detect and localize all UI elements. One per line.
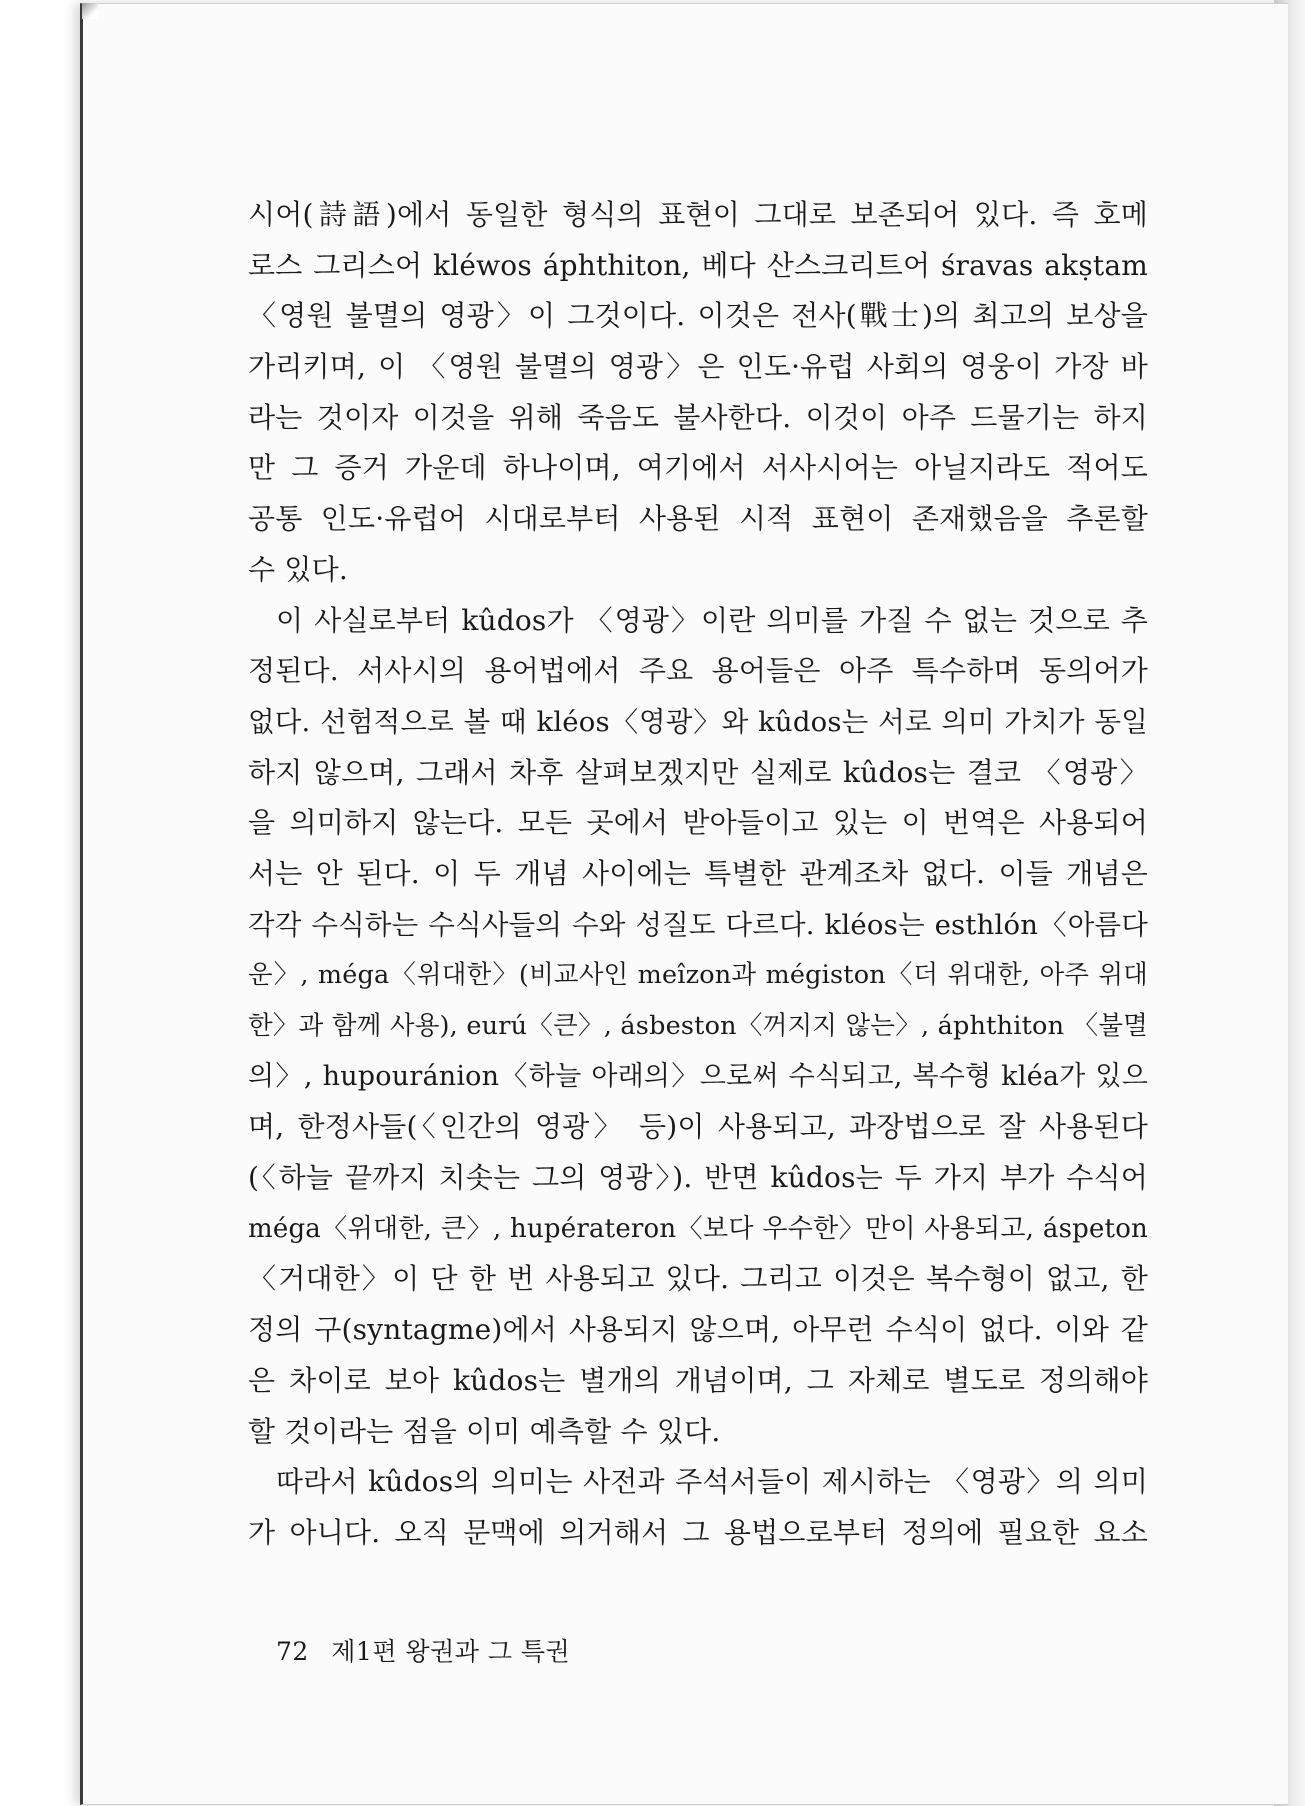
text-line: 정된다. 서사시의 용어법에서 주요 용어들은 아주 특수하며 동의어가 bbox=[248, 654, 1148, 688]
text-line: 을 의미하지 않는다. 모든 곳에서 받아들이고 있는 이 번역은 사용되어 bbox=[248, 806, 1148, 840]
text-line: 가리키며, 이 〈영원 불멸의 영광〉은 인도·유럽 사회의 영웅이 가장 바 bbox=[248, 350, 1148, 384]
text-line: 각각 수식하는 수식사들의 수와 성질도 다르다. kléos는 esthlón〈아름다 bbox=[248, 908, 1148, 941]
text-line: 이 사실로부터 kûdos가 〈영광〉이란 의미를 가질 수 없는 것으로 추 bbox=[276, 603, 1148, 637]
text-line: 운〉, méga〈위대한〉(비교사인 meîzon과 mégiston〈더 위대한, 아주 위대 bbox=[248, 960, 1148, 991]
text-line: 없다. 선험적으로 볼 때 kléos〈영광〉와 kûdos는 서로 의미 가치가 동일 bbox=[248, 705, 1148, 738]
text-line: 한〉과 함께 사용), eurú〈큰〉, ásbeston〈꺼지지 않는〉, áphthiton 〈불멸 bbox=[248, 1011, 1148, 1041]
text-line: 라는 것이자 이것을 위해 죽음도 불사한다. 이것이 아주 드물기는 하지 bbox=[248, 400, 1148, 434]
paragraph-3 bbox=[248, 1457, 1148, 1558]
running-title: 제1편 왕권과 그 특권 bbox=[331, 1637, 571, 1666]
text-line: 시어(詩語)에서 동일한 형식의 표현이 그대로 보존되어 있다. 즉 호메 bbox=[248, 198, 1148, 231]
paragraph-1 bbox=[248, 190, 1148, 596]
text-line: 〈영원 불멸의 영광〉이 그것이다. 이것은 전사(戰士)의 최고의 보상을 bbox=[248, 299, 1148, 333]
paragraph-2 bbox=[248, 596, 1148, 1458]
text-line: 〈거대한〉이 단 한 번 사용되고 있다. 그리고 이것은 복수형이 없고, 한 bbox=[248, 1262, 1148, 1296]
text-line: (〈하늘 끝까지 치솟는 그의 영광〉). 반면 kûdos는 두 가지 부가 수식어 bbox=[248, 1161, 1148, 1195]
text-line: 공통 인도·유럽어 시대로부터 사용된 시적 표현이 존재했음을 추론할 bbox=[248, 502, 1148, 536]
text-line: 따라서 kûdos의 의미는 사전과 주석서들이 제시하는 〈영광〉의 의미 bbox=[276, 1465, 1148, 1499]
text-line: 하지 않으며, 그래서 차후 살펴보겠지만 실제로 kûdos는 결코 〈영광〉 bbox=[248, 755, 1148, 789]
text-line: 할 것이라는 점을 이미 예측할 수 있다. bbox=[248, 1414, 721, 1448]
page-corner-fold bbox=[82, 3, 98, 19]
text-line: 의〉, hupouránion〈하늘 아래의〉으로써 수식되고, 복수형 kléa가 있으 bbox=[248, 1060, 1148, 1092]
text-line: méga〈위대한, 큰〉, hupérateron〈보다 우수한〉만이 사용되고, áspeton bbox=[248, 1213, 1148, 1244]
text-line: 로스 그리스어 kléwos áphthiton, 베다 산스크리트어 śravas akṣtam bbox=[248, 248, 1148, 282]
body-text bbox=[248, 190, 1148, 1559]
page-number: 72 bbox=[276, 1637, 309, 1666]
text-line: 가 아니다. 오직 문맥에 의거해서 그 용법으로부터 정의에 필요한 요소 bbox=[248, 1515, 1148, 1549]
text-line: 수 있다. bbox=[248, 552, 348, 586]
text-line: 서는 안 된다. 이 두 개념 사이에는 특별한 관계조차 없다. 이들 개념은 bbox=[248, 856, 1148, 890]
text-line: 며, 한정사들(〈인간의 영광〉 등)이 사용되고, 과장법으로 잘 사용된다 bbox=[248, 1110, 1148, 1144]
page-footer bbox=[276, 1632, 570, 1668]
text-line: 만 그 증거 가운데 하나이며, 여기에서 서사시어는 아닐지라도 적어도 bbox=[248, 451, 1148, 485]
text-line: 은 차이로 보아 kûdos는 별개의 개념이며, 그 자체로 별도로 정의해야 bbox=[248, 1363, 1148, 1397]
text-line: 정의 구(syntagme)에서 사용되지 않으며, 아무런 수식이 없다. 이와 같 bbox=[248, 1313, 1148, 1347]
